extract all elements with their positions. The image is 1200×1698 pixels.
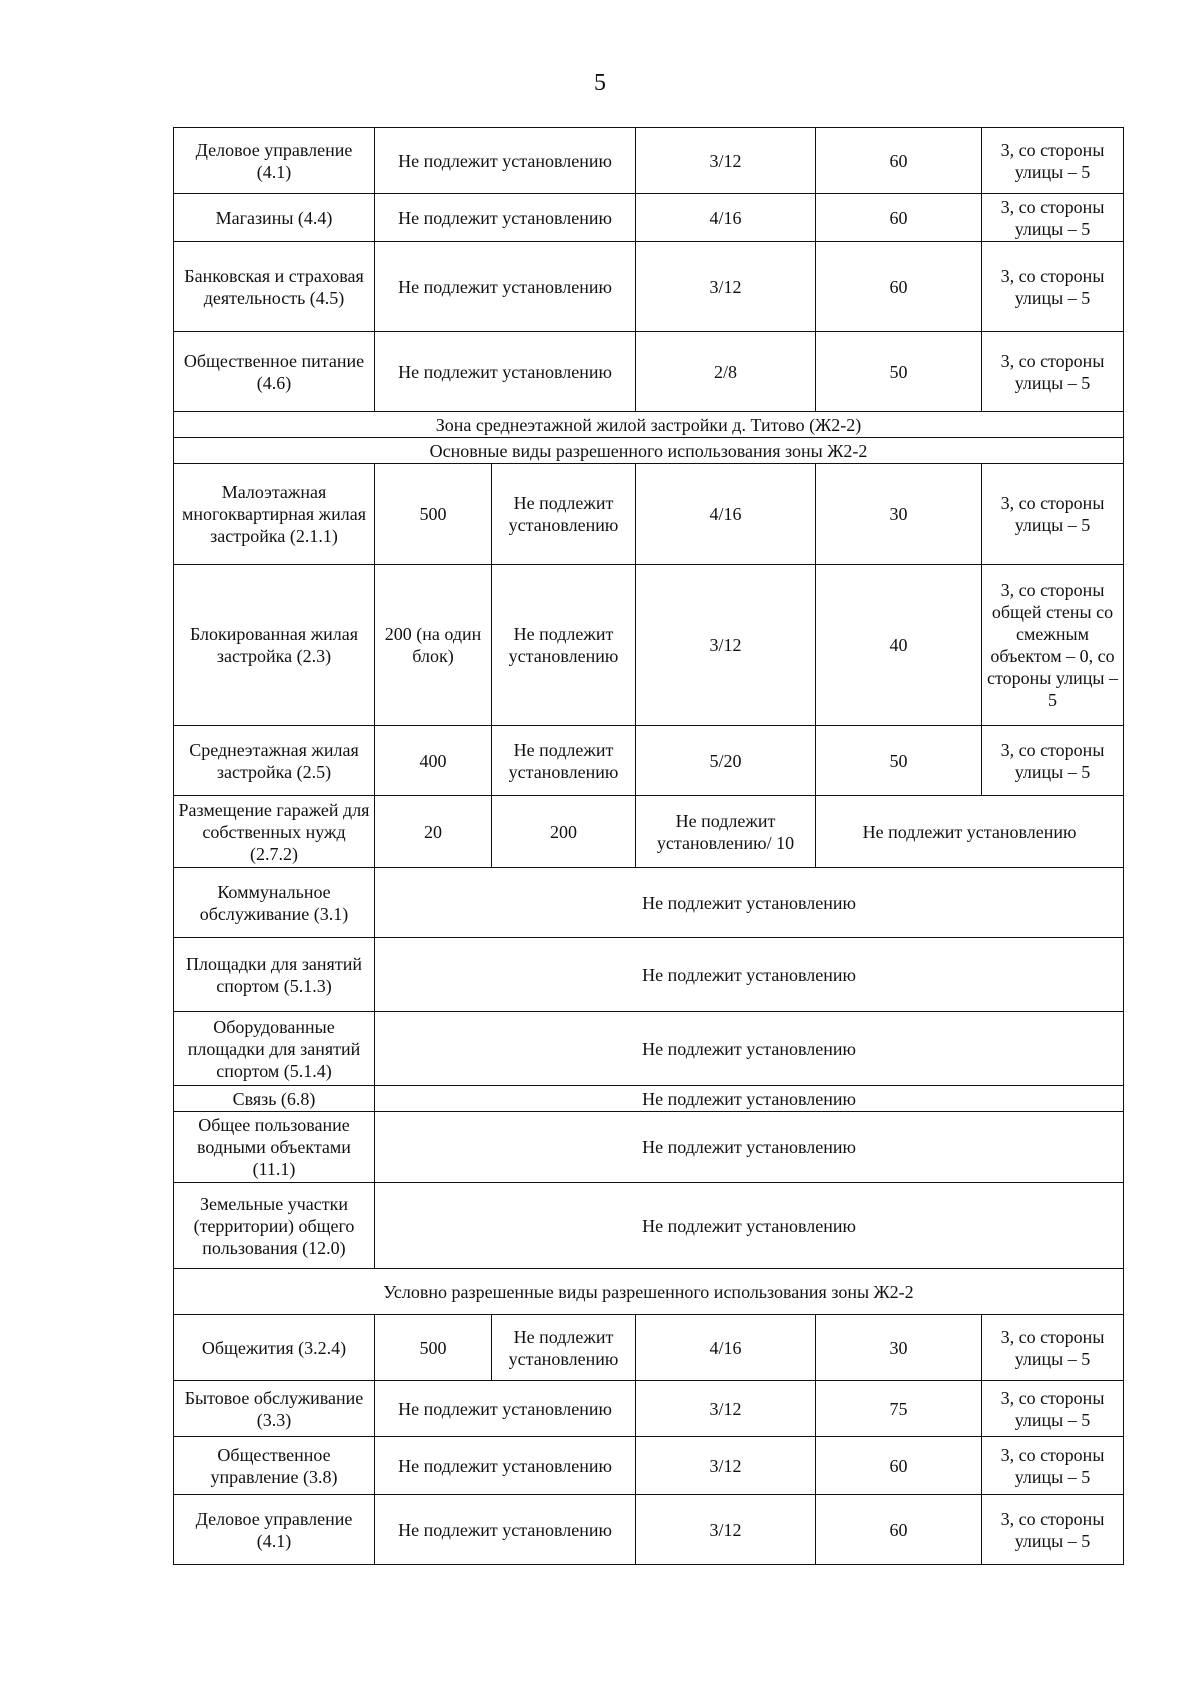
min-area-cell: 400 [375, 726, 492, 796]
coverage-cell: 30 [816, 464, 982, 565]
value-cell: Не подлежит установлению [375, 1086, 1124, 1112]
rest-cell: Не подлежит установлению [816, 796, 1124, 868]
area-cell: Не подлежит установлению [375, 194, 636, 242]
regulations-table [173, 127, 1124, 1565]
max-area-cell: Не подлежит установлению [492, 464, 636, 565]
table-row [174, 1112, 1124, 1183]
main-uses-title: Основные виды разрешенного использования зоны Ж2-2 [174, 438, 1124, 464]
area-cell: Не подлежит установлению [375, 1495, 636, 1565]
use-name-cell: Оборудованные площадки для занятий спортом (5.1.4) [174, 1012, 375, 1086]
table-row [174, 1495, 1124, 1565]
floors-cell: 2/8 [636, 332, 816, 412]
page-number: 5 [594, 70, 606, 96]
floors-cell: 3/12 [636, 1495, 816, 1565]
floors-cell: 3/12 [636, 1381, 816, 1437]
coverage-cell: 60 [816, 128, 982, 194]
area-cell: Не подлежит установлению [375, 128, 636, 194]
area-cell: Не подлежит установлению [375, 1437, 636, 1495]
table-row [174, 1315, 1124, 1381]
setback-cell: 3, со стороны улицы – 5 [982, 194, 1124, 242]
setback-cell: 3, со стороны улицы – 5 [982, 242, 1124, 332]
table-row [174, 1437, 1124, 1495]
use-name-cell: Деловое управление (4.1) [174, 128, 375, 194]
floors-cell: 3/12 [636, 128, 816, 194]
max-area-cell: Не подлежит установлению [492, 726, 636, 796]
table-row [174, 726, 1124, 796]
table-row [174, 868, 1124, 938]
setback-cell: 3, со стороны общей стены со смежным объектом – 0, со стороны улицы – 5 [982, 565, 1124, 726]
floors-cell: 3/12 [636, 1437, 816, 1495]
coverage-cell: 40 [816, 565, 982, 726]
table-row [174, 1012, 1124, 1086]
area-cell: Не подлежит установлению [375, 242, 636, 332]
table-row [174, 464, 1124, 565]
conditional-uses-title: Условно разрешенные виды разрешенного использования зоны Ж2-2 [174, 1269, 1124, 1315]
use-name-cell: Связь (6.8) [174, 1086, 375, 1112]
table-row [174, 796, 1124, 868]
use-name-cell: Земельные участки (территории) общего пользования (12.0) [174, 1183, 375, 1269]
floors-cell: 3/12 [636, 242, 816, 332]
coverage-cell: 60 [816, 242, 982, 332]
coverage-cell: 60 [816, 194, 982, 242]
setback-cell: 3, со стороны улицы – 5 [982, 1437, 1124, 1495]
section-title-row [174, 1269, 1124, 1315]
area-cell: Не подлежит установлению [375, 1381, 636, 1437]
min-area-cell: 200 (на один блок) [375, 565, 492, 726]
max-area-cell: 200 [492, 796, 636, 868]
table-row [174, 565, 1124, 726]
use-name-cell: Общественное питание (4.6) [174, 332, 375, 412]
coverage-cell: 60 [816, 1495, 982, 1565]
coverage-cell: 50 [816, 726, 982, 796]
value-cell: Не подлежит установлению [375, 1012, 1124, 1086]
max-area-cell: Не подлежит установлению [492, 1315, 636, 1381]
use-name-cell: Бытовое обслуживание (3.3) [174, 1381, 375, 1437]
floors-cell: 3/12 [636, 565, 816, 726]
floors-cell: 4/16 [636, 1315, 816, 1381]
value-cell: Не подлежит установлению [375, 868, 1124, 938]
use-name-cell: Деловое управление (4.1) [174, 1495, 375, 1565]
table-row [174, 128, 1124, 194]
table-row [174, 1086, 1124, 1112]
table-row [174, 1381, 1124, 1437]
setback-cell: 3, со стороны улицы – 5 [982, 464, 1124, 565]
use-name-cell: Среднеэтажная жилая застройка (2.5) [174, 726, 375, 796]
table-row [174, 938, 1124, 1012]
use-name-cell: Общежития (3.2.4) [174, 1315, 375, 1381]
setback-cell: 3, со стороны улицы – 5 [982, 1315, 1124, 1381]
table-row [174, 1183, 1124, 1269]
table-row [174, 242, 1124, 332]
use-name-cell: Магазины (4.4) [174, 194, 375, 242]
floors-cell: 4/16 [636, 194, 816, 242]
coverage-cell: 75 [816, 1381, 982, 1437]
setback-cell: 3, со стороны улицы – 5 [982, 332, 1124, 412]
zone-title-row [174, 412, 1124, 438]
section-title-row [174, 438, 1124, 464]
use-name-cell: Коммунальное обслуживание (3.1) [174, 868, 375, 938]
area-cell: Не подлежит установлению [375, 332, 636, 412]
use-name-cell: Общественное управление (3.8) [174, 1437, 375, 1495]
floors-cell: 5/20 [636, 726, 816, 796]
coverage-cell: 30 [816, 1315, 982, 1381]
table-row [174, 194, 1124, 242]
setback-cell: 3, со стороны улицы – 5 [982, 726, 1124, 796]
coverage-cell: 60 [816, 1437, 982, 1495]
value-cell: Не подлежит установлению [375, 938, 1124, 1012]
use-name-cell: Размещение гаражей для собственных нужд (2.7.2) [174, 796, 375, 868]
min-area-cell: 500 [375, 1315, 492, 1381]
min-area-cell: 500 [375, 464, 492, 565]
value-cell: Не подлежит установлению [375, 1112, 1124, 1183]
max-area-cell: Не подлежит установлению [492, 565, 636, 726]
use-name-cell: Блокированная жилая застройка (2.3) [174, 565, 375, 726]
setback-cell: 3, со стороны улицы – 5 [982, 1381, 1124, 1437]
setback-cell: 3, со стороны улицы – 5 [982, 1495, 1124, 1565]
use-name-cell: Малоэтажная многоквартирная жилая застройка (2.1.1) [174, 464, 375, 565]
floors-cell: Не подлежит установлению/ 10 [636, 796, 816, 868]
zone-title: Зона среднеэтажной жилой застройки д. Титово (Ж2-2) [174, 412, 1124, 438]
setback-cell: 3, со стороны улицы – 5 [982, 128, 1124, 194]
table-row [174, 332, 1124, 412]
use-name-cell: Банковская и страховая деятельность (4.5) [174, 242, 375, 332]
use-name-cell: Площадки для занятий спортом (5.1.3) [174, 938, 375, 1012]
min-area-cell: 20 [375, 796, 492, 868]
value-cell: Не подлежит установлению [375, 1183, 1124, 1269]
floors-cell: 4/16 [636, 464, 816, 565]
use-name-cell: Общее пользование водными объектами (11.1) [174, 1112, 375, 1183]
coverage-cell: 50 [816, 332, 982, 412]
